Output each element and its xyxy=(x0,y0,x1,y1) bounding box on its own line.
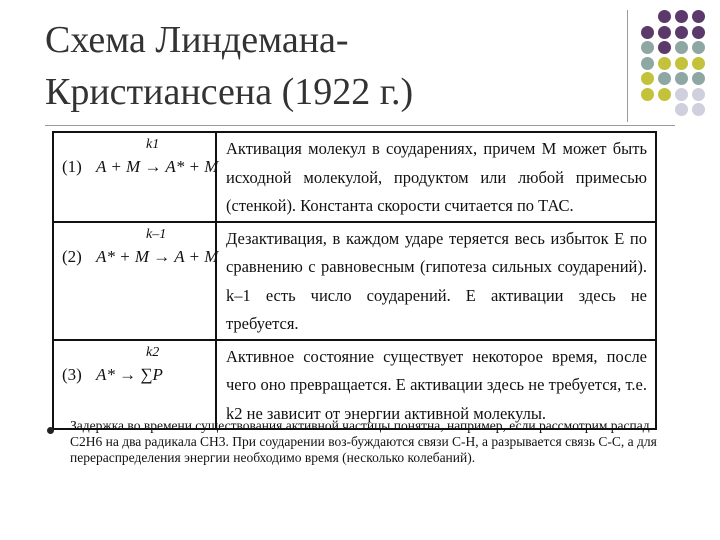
description-cell: Дезактивация, в каждом ударе теряется весь избыток E по сравнению с равновесным (гипотеза сильных соударений). k–1 есть число соударений. E активации здесь не требуется. xyxy=(216,222,656,340)
decor-dot xyxy=(675,103,688,116)
decor-dot xyxy=(692,88,705,101)
reaction-equation: A + M → A* + M xyxy=(96,157,219,176)
decor-dot xyxy=(658,88,671,101)
step-number: (1) xyxy=(62,157,82,176)
title-line-1: Схема Линдемана- xyxy=(45,19,349,61)
table-row xyxy=(53,132,656,222)
rate-constant: k–1 xyxy=(146,226,167,242)
decor-dot xyxy=(692,57,705,70)
footnote-text: Задержка во времени существования активной частицы понятна, например, если рассмотрим распад C2H6 на два радикала CH3. При соударении воз-буждаются связи C-H, а разрывается связь C-C, а для перераспределения энергии необходимо время (несколько колебаний). xyxy=(70,418,657,465)
decor-dot-grid xyxy=(641,10,719,120)
decor-dot xyxy=(692,72,705,85)
decor-dot xyxy=(675,72,688,85)
rate-constant: k1 xyxy=(146,137,160,152)
decor-dot xyxy=(692,10,705,23)
decor-dot xyxy=(675,88,688,101)
bullet-icon xyxy=(47,427,54,434)
description-cell: Активное состояние существует некоторое время, после чего оно превращается. E активации здесь не требуется, т.е. k2 не зависит от энергии активной молекулы. xyxy=(216,340,656,430)
title-line-2: Кристиансена (1922 г.) xyxy=(45,71,414,113)
title-divider xyxy=(45,125,675,126)
reaction-equation: A* → ∑P xyxy=(96,364,163,384)
equation-cell xyxy=(53,132,219,222)
decor-dot xyxy=(658,10,671,23)
description-cell: Активация молекул в соударениях, причем M может быть исходной молекулой, продуктом или любой примесью (стенкой). Константа скорости считается по ТАС. xyxy=(216,132,656,222)
slide-title xyxy=(45,14,605,118)
decor-dot xyxy=(658,72,671,85)
decor-dot xyxy=(641,41,654,54)
decor-dot xyxy=(692,41,705,54)
equation-cell xyxy=(53,222,219,340)
equation-cell xyxy=(53,340,216,430)
decor-dot xyxy=(641,88,654,101)
decor-dot xyxy=(658,26,671,39)
reaction-equation: A* + M → A + M xyxy=(96,246,219,266)
decor-dot xyxy=(658,41,671,54)
scheme-table xyxy=(52,131,657,430)
table-row xyxy=(53,222,656,340)
decor-dot xyxy=(675,10,688,23)
decor-vertical-line xyxy=(627,10,628,122)
decor-dot xyxy=(675,41,688,54)
decor-dot xyxy=(675,57,688,70)
table-row xyxy=(53,340,656,430)
rate-constant: k2 xyxy=(146,344,160,360)
decor-dot xyxy=(641,26,654,39)
decor-dot xyxy=(641,72,654,85)
decor-dot xyxy=(692,103,705,116)
decor-dot xyxy=(658,57,671,70)
decor-dot xyxy=(692,26,705,39)
step-number: (3) xyxy=(62,364,82,384)
decor-dot xyxy=(641,57,654,70)
step-number: (2) xyxy=(62,246,82,266)
decor-dot xyxy=(675,26,688,39)
